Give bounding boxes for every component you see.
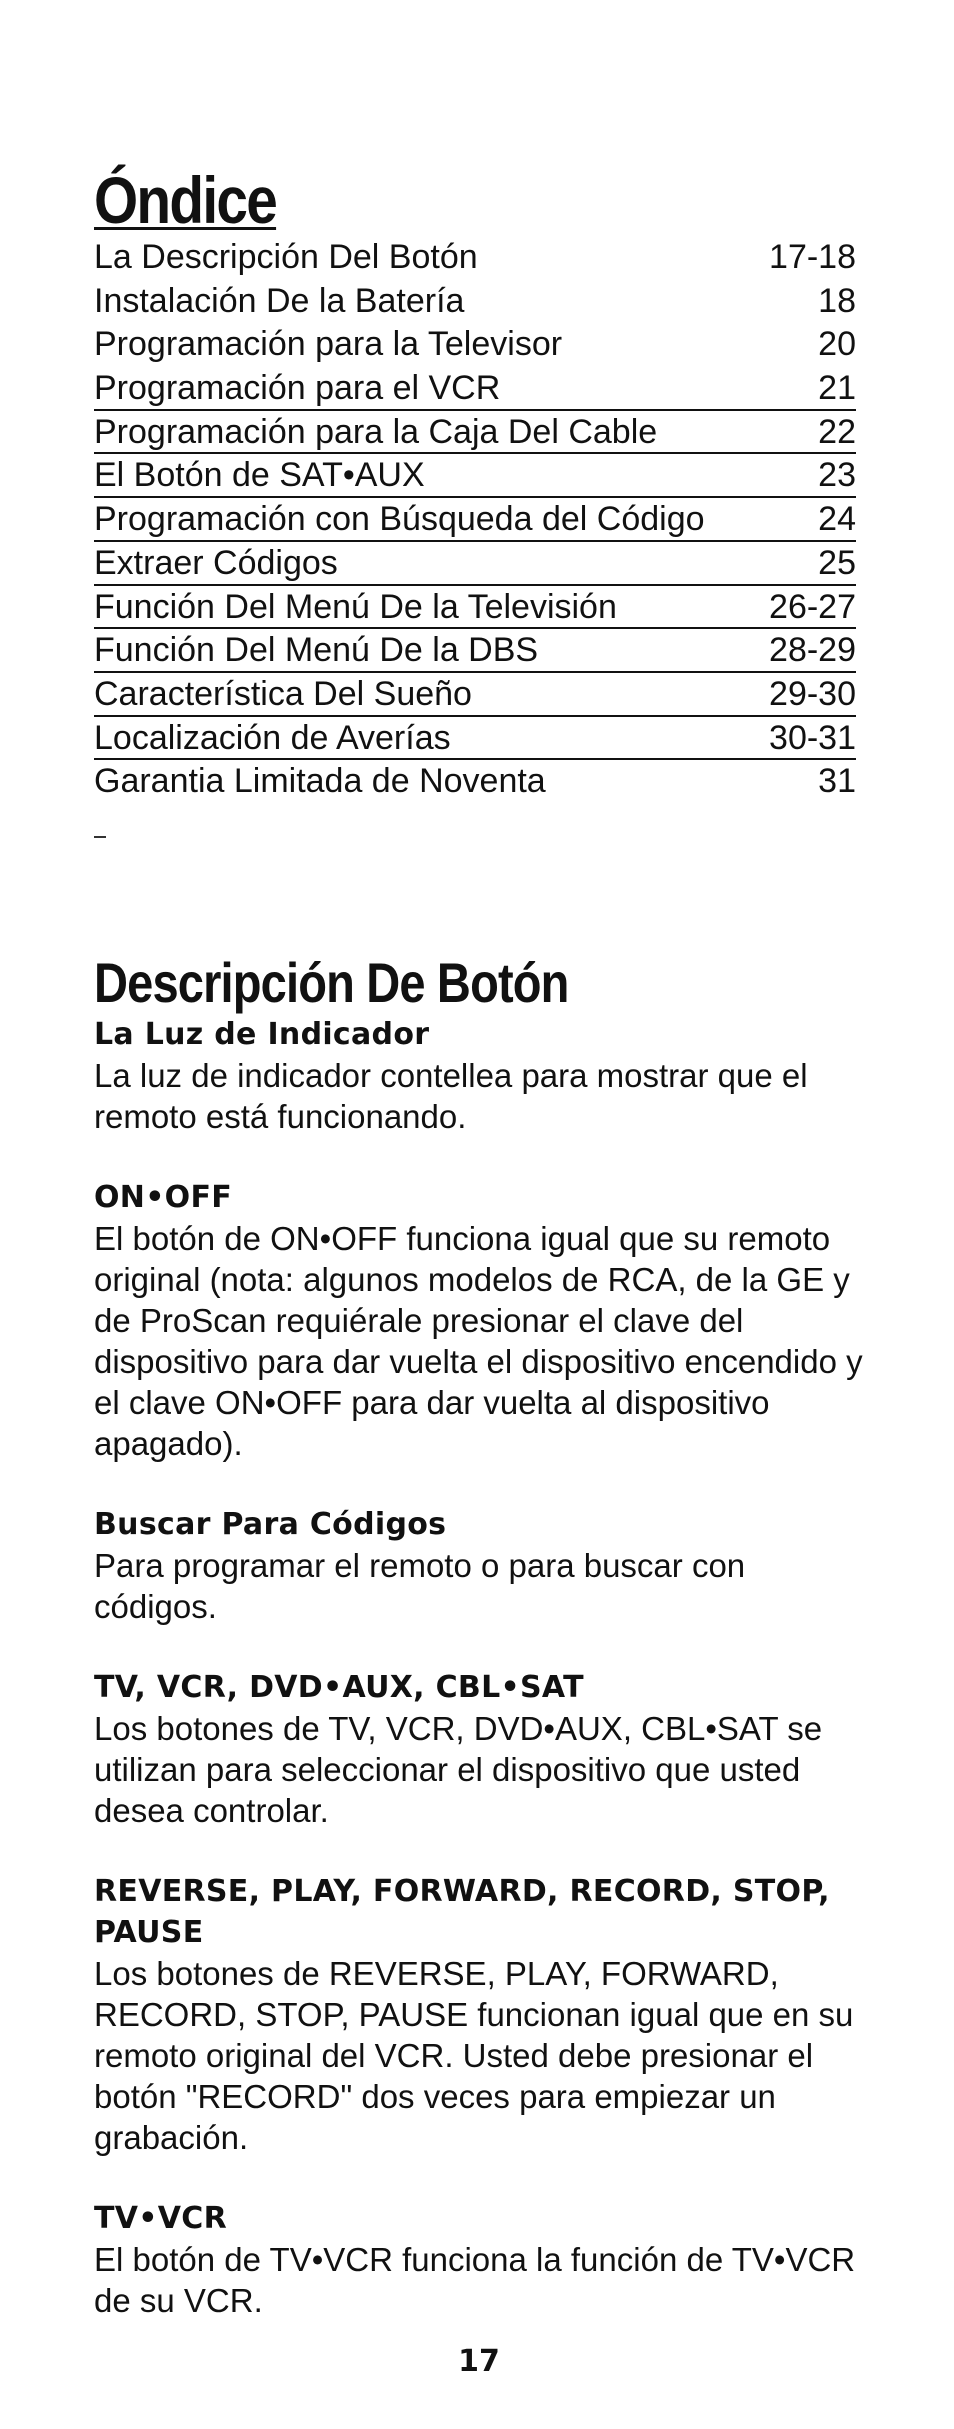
button-description-body: El botón de TV•VCR funciona la función de TV•VCR de su VCR. bbox=[94, 2241, 856, 2319]
section-title: Descripción De Botón bbox=[94, 951, 569, 1014]
button-description-heading: ON•OFF bbox=[94, 1180, 233, 1215]
toc-entry-page: 30-31 bbox=[769, 718, 856, 757]
toc-entry-label: La Descripción Del Botón bbox=[94, 238, 478, 276]
button-description bbox=[94, 1014, 874, 1137]
toc-entry-page: 23 bbox=[818, 456, 856, 495]
toc-entry-page: 20 bbox=[818, 325, 856, 364]
toc-entry-label: Programación con Búsqueda del Código bbox=[94, 500, 705, 539]
button-description-heading: Buscar Para Códigos bbox=[94, 1507, 447, 1542]
toc-entry-page: 25 bbox=[818, 543, 856, 582]
table-of-contents bbox=[94, 236, 856, 804]
toc-entry bbox=[94, 323, 856, 367]
button-descriptions bbox=[94, 1014, 874, 2361]
toc-entry-label: Función Del Menú De la Televisión bbox=[94, 587, 617, 626]
toc-entry-label: Garantia Limitada de Noventa bbox=[94, 762, 546, 801]
toc-entry-label: El Botón de SAT•AUX bbox=[94, 456, 425, 495]
toc-entry-label: Característica Del Sueño bbox=[94, 674, 472, 713]
toc-entry-page: 18 bbox=[818, 281, 856, 320]
toc-entry-page: 22 bbox=[818, 412, 856, 451]
toc-entry-page: 17-18 bbox=[769, 238, 856, 276]
button-description-body: La luz de indicador contellea para mostrar que el remoto está funcionando. bbox=[94, 1057, 808, 1135]
button-description bbox=[94, 1504, 874, 1627]
button-description-body: Los botones de TV, VCR, DVD•AUX, CBL•SAT se utilizan para seleccionar el dispositivo que usted desea controlar. bbox=[94, 1710, 823, 1829]
toc-entry-label: Extraer Códigos bbox=[94, 543, 338, 582]
toc-entry-label: Programación para la Caja Del Cable bbox=[94, 412, 658, 451]
toc-entry-page: 28-29 bbox=[769, 631, 856, 670]
button-description-body: Para programar el remoto o para buscar con códigos. bbox=[94, 1547, 746, 1625]
toc-entry-page: 29-30 bbox=[769, 674, 856, 713]
toc-entry bbox=[94, 673, 856, 717]
toc-entry bbox=[94, 760, 856, 804]
toc-entry-label: Función Del Menú De la DBS bbox=[94, 631, 539, 670]
toc-entry bbox=[94, 498, 856, 542]
toc-entry bbox=[94, 411, 856, 455]
toc-entry-label: Programación para el VCR bbox=[94, 369, 501, 408]
button-description bbox=[94, 1177, 874, 1464]
toc-entry bbox=[94, 236, 856, 280]
page-number: 17 bbox=[458, 2344, 500, 2379]
toc-entry-label: Localización de Averías bbox=[94, 718, 451, 757]
button-description-heading: La Luz de Indicador bbox=[94, 1017, 430, 1052]
toc-entry-label: Programación para la Televisor bbox=[94, 325, 563, 364]
toc-entry bbox=[94, 629, 856, 673]
toc-entry-page: 21 bbox=[818, 369, 856, 408]
button-description-body: Los botones de REVERSE, PLAY, FORWARD, RECORD, STOP, PAUSE funcionan igual que en su remoto original del VCR. Usted debe presionar el botón "RECORD" dos veces para empiezar un grabación. bbox=[94, 1955, 854, 2156]
button-description-heading: TV•VCR bbox=[94, 2201, 227, 2236]
toc-entry bbox=[94, 717, 856, 761]
button-description bbox=[94, 1871, 874, 2158]
button-description-body: El botón de ON•OFF funciona igual que su remoto original (nota: algunos modelos de RCA, de la GE y de ProScan requiérale presionar el clave del dispositivo para dar vuelta el dispositivo encendido y el clave ON•OFF para dar vuelta al dispositivo apagado). bbox=[94, 1220, 863, 1462]
toc-entry-label: Instalación De la Batería bbox=[94, 281, 465, 320]
toc-entry bbox=[94, 454, 856, 498]
separator-dash bbox=[94, 836, 106, 838]
button-description-heading: REVERSE, PLAY, FORWARD, RECORD, STOP, PAUSE bbox=[94, 1874, 830, 1950]
toc-entry-page: 26-27 bbox=[769, 587, 856, 626]
button-description-heading: TV, VCR, DVD•AUX, CBL•SAT bbox=[94, 1670, 584, 1705]
toc-entry-page: 31 bbox=[818, 762, 856, 801]
toc-entry bbox=[94, 280, 856, 324]
button-description bbox=[94, 2198, 874, 2321]
toc-title: Óndice bbox=[94, 163, 277, 237]
toc-entry bbox=[94, 367, 856, 411]
toc-entry bbox=[94, 542, 856, 586]
toc-entry bbox=[94, 586, 856, 630]
button-description bbox=[94, 1667, 874, 1831]
toc-entry-page: 24 bbox=[818, 500, 856, 539]
